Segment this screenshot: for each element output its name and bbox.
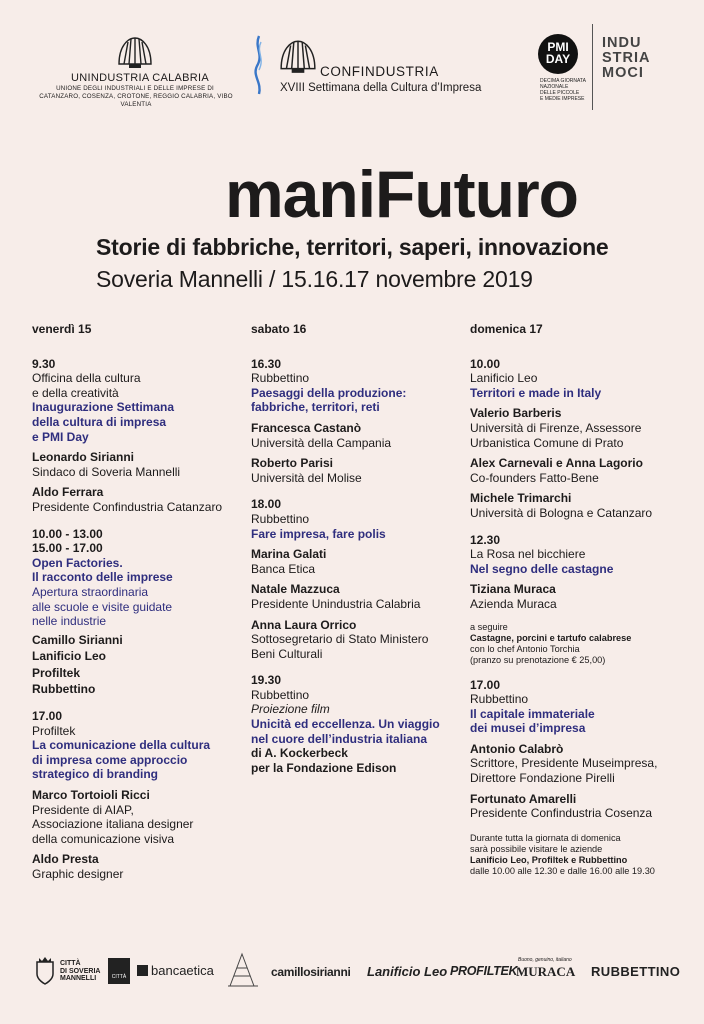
tower-sketch-icon <box>226 952 260 988</box>
program-event <box>251 673 481 775</box>
speaker-role: Banca Etica <box>251 561 316 576</box>
coat-of-arms-icon <box>34 956 56 986</box>
unindustria-line2: CATANZARO, COSENZA, CROTONE, REGGIO CALABRIA, VIBO VALENTIA <box>39 93 233 108</box>
page-subtitle: Storie di fabbriche, territori, saperi, innovazione <box>96 234 609 260</box>
speaker-name: Francesca Castanò <box>251 420 362 435</box>
program-event <box>32 709 262 882</box>
event-time: 16.30 <box>251 356 282 371</box>
speaker-name: Lanificio Leo <box>32 649 107 664</box>
event-detail: Apertura straordinaria alle scuole e visite guidate nelle industrie <box>32 584 173 629</box>
event-time: 17.00 <box>470 677 501 692</box>
unindustria-line1: UNIONE DEGLI INDUSTRIALI E DELLE IMPRESE DI <box>56 85 214 92</box>
speaker-role: Presidente Confindustria Catanzaro <box>32 499 223 514</box>
pmi-caption-line: DELLE PICCOLE <box>540 90 580 96</box>
speaker-name: Camillo Sirianni <box>32 632 123 647</box>
event-venue: Officina della cultura e della creatività <box>32 371 141 400</box>
event-title: Paesaggi della produzione: fabbriche, territori, reti <box>251 385 407 415</box>
industriamoci-line: INDU <box>602 35 642 51</box>
event-title: Territori e made in Italy <box>470 385 602 400</box>
event-title: Inaugurazione Settimana della cultura di impresa e PMI Day <box>32 400 175 444</box>
speaker-role: Università del Molise <box>251 470 362 485</box>
program-column-saturday <box>251 322 481 787</box>
event-venue: Rubbettino <box>251 371 310 386</box>
closing-highlight: Lanificio Leo, Profiltek e Rubbettino <box>470 854 628 865</box>
industriamoci-line: MOCI <box>602 65 644 81</box>
speaker-role: Sindaco di Soveria Mannelli <box>32 464 181 479</box>
speaker-role: Azienda Muraca <box>470 596 557 611</box>
speaker-name: Tiziana Muraca <box>470 582 556 597</box>
note-highlight: Castagne, porcini e tartufo calabrese <box>470 632 632 643</box>
speaker-role: Università di Firenze, Assessore Urbanistica Comune di Prato <box>470 420 642 450</box>
bancaetica-mark-icon <box>137 965 148 976</box>
day-heading: domenica 17 <box>470 322 543 336</box>
program-event <box>470 533 695 666</box>
speaker-name: Marco Tortoioli Ricci <box>32 788 150 803</box>
program-event <box>251 497 481 661</box>
confindustria-shell-logo-icon <box>278 36 318 76</box>
speaker-role: Graphic designer <box>32 867 124 881</box>
event-time: 12.30 <box>470 532 501 547</box>
speaker-name: Michele Trimarchi <box>470 491 572 506</box>
place-and-dates: Soveria Mannelli / 15.16.17 novembre 2019 <box>96 266 533 292</box>
program-event <box>470 678 695 821</box>
note-post: con lo chef Antonio Torchia (pranzo su prenotazione € 25,00) <box>470 643 606 665</box>
industriamoci-logo <box>602 36 651 81</box>
program-event <box>32 357 262 515</box>
note-pre: a seguire <box>470 621 508 632</box>
speaker-role: Scrittore, Presidente Museimpresa, Direttore Fondazione Pirelli <box>470 756 658 786</box>
unindustria-shell-logo-icon <box>116 34 154 70</box>
event-time: 18.00 <box>251 497 282 512</box>
header-divider <box>592 24 593 110</box>
speaker-name: Marina Galati <box>251 547 327 562</box>
speaker-role: Co-founders Fatto-Bene <box>470 470 599 485</box>
event-format: Proiezione film <box>251 702 330 717</box>
speaker-name: Leonardo Sirianni <box>32 450 135 465</box>
speaker-name: Roberto Parisi <box>251 456 334 471</box>
speaker-role: Università di Bologna e Catanzaro <box>470 505 653 520</box>
speaker-role: Presidente Unindustria Calabria <box>251 596 421 611</box>
pmi-logo-line1: PMI <box>547 40 569 54</box>
event-title: Open Factories. Il racconto delle imprese <box>32 555 173 585</box>
event-credit: di A. Kockerbeck per la Fondazione Edison <box>251 746 397 775</box>
pmi-caption-line: NAZIONALE <box>540 84 569 90</box>
event-note <box>470 622 695 666</box>
closing-note <box>470 833 695 877</box>
speaker-name: Rubbettino <box>32 682 96 697</box>
event-time: 19.30 <box>251 673 282 688</box>
speaker-role: Università della Campania <box>251 435 392 450</box>
event-title: Unicità ed eccellenza. Un viaggio nel cuore dell’industria italiana <box>251 717 440 746</box>
speaker-role: Sottosegretario di Stato Ministero Beni Culturali <box>251 632 429 661</box>
speaker-name: Aldo Presta <box>32 852 99 867</box>
event-time: 9.30 <box>32 356 56 371</box>
camillosirianni-logo: camillosirianni <box>271 965 351 979</box>
speaker-role: Presidente Confindustria Cosenza <box>470 806 653 821</box>
confindustria-name: CONFINDUSTRIA <box>320 64 439 79</box>
blue-flame-icon <box>252 34 266 96</box>
speaker-role: Presidente di AIAP, Associazione italiana designer della comunicazione visiva <box>32 802 194 846</box>
speaker-name: Alex Carnevali e Anna Lagorio <box>470 456 643 471</box>
lanificio-leo-logo: Lanificio Leo <box>367 964 448 979</box>
event-venue: Rubbettino <box>470 692 529 707</box>
event-venue: Profiltek <box>32 723 76 738</box>
event-title: La comunicazione della cultura di impresa come approccio strategico di branding <box>32 738 211 782</box>
speaker-name: Natale Mazzuca <box>251 582 340 597</box>
bancaetica-logo: bancaetica <box>151 963 214 978</box>
closing-pre: Durante tutta la giornata di domenica sarà possibile visitare le aziende <box>470 832 621 854</box>
rubbettino-logo: RUBBETTINO <box>591 964 681 979</box>
speaker-name: Valerio Barberis <box>470 406 562 421</box>
muraca-tagline: Buono, genuino, italiano <box>518 957 572 963</box>
unindustria-name: UNINDUSTRIA CALABRIA <box>71 72 210 84</box>
event-title: Il capitale immateriale dei musei d’impresa <box>470 706 595 736</box>
program-event <box>32 527 262 698</box>
pmi-logo-line2: DAY <box>545 52 571 66</box>
program-column-sunday <box>470 322 695 877</box>
day-heading: sabato 16 <box>251 322 307 336</box>
pmi-caption-line: DECIMA GIORNATA <box>540 78 586 84</box>
page-title: maniFuturo <box>225 157 578 231</box>
event-venue: Lanificio Leo <box>470 371 538 386</box>
event-venue: La Rosa nel bicchiere <box>470 547 586 562</box>
citta-line: MANNELLI <box>60 975 97 982</box>
event-title: Nel segno delle castagne <box>470 561 614 576</box>
event-venue: Rubbettino <box>251 687 310 702</box>
event-title: Fare impresa, fare polis <box>251 526 386 541</box>
day-heading: venerdì 15 <box>32 322 92 336</box>
speaker-name: Aldo Ferrara <box>32 485 104 500</box>
confindustria-subtitle: XVIII Settimana della Cultura d’Impresa <box>280 82 482 94</box>
closing-post: dalle 10.00 alle 12.30 e dalle 16.00 alle 19.30 <box>470 865 655 876</box>
citta-soveria-logo <box>60 960 100 983</box>
speaker-name: Anna Laura Orrico <box>251 617 357 632</box>
program-column-friday <box>32 322 262 894</box>
citta-line: CITTÀ <box>60 960 81 967</box>
event-time: 17.00 <box>32 709 63 724</box>
speaker-name: Antonio Calabrò <box>470 741 564 756</box>
pmi-caption <box>540 78 586 102</box>
program-event <box>251 357 481 486</box>
citta-line: DI SOVERIA <box>60 967 101 975</box>
pmi-day-logo <box>538 34 578 74</box>
event-venue: Rubbettino <box>251 511 310 526</box>
citta-logo-2: CITTÀ <box>108 958 130 984</box>
industriamoci-line: STRIA <box>602 50 651 66</box>
pmi-caption-line: E MEDIE IMPRESE <box>540 96 585 102</box>
speaker-name: Fortunato Amarelli <box>470 791 577 806</box>
speaker-name: Profiltek <box>32 665 81 680</box>
muraca-logo: MURACA <box>516 964 576 979</box>
event-time: 10.00 <box>470 356 501 371</box>
event-time: 10.00 - 13.00 15.00 - 17.00 <box>32 526 103 556</box>
program-event <box>470 357 695 521</box>
profiltek-logo: PROFILTEK <box>450 964 518 978</box>
